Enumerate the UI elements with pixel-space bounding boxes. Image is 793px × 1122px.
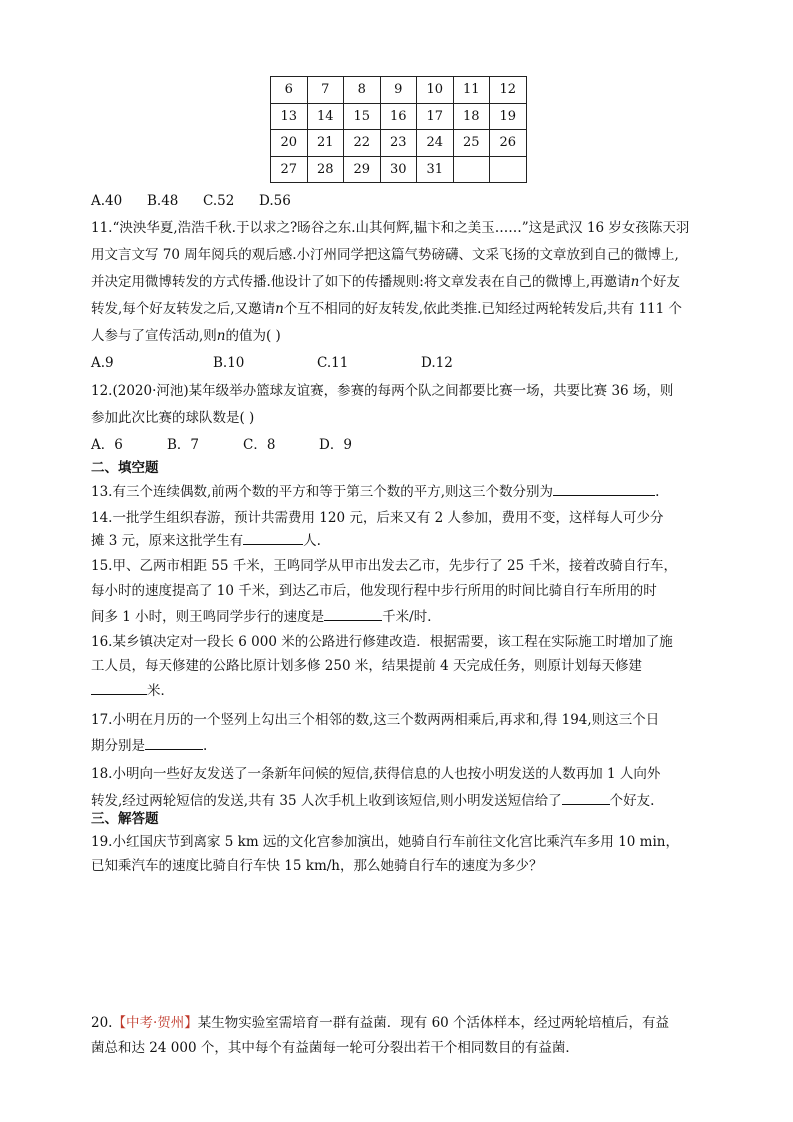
q10-option-c: C.52: [203, 193, 235, 209]
q16-line-2: 工人员，每天修建的公路比原计划多修 250 米，结果提前 4 天完成任务，则原计划每天修建: [91, 658, 643, 674]
calendar-cell: 11: [453, 77, 490, 104]
calendar-cell: 30: [380, 156, 417, 183]
calendar-cell: 28: [307, 156, 344, 183]
q12-line-1: 12.(2020·河池)某年级举办篮球友谊赛，参赛的每两个队之间都要比赛一场，共要比赛 36 场，则: [91, 383, 674, 399]
calendar-cell: 26: [490, 130, 527, 157]
q18-blank: [562, 790, 610, 805]
q11-line-5: 人参与了宣传活动,则n的值为( ): [91, 328, 281, 344]
q11-option-a: A.9: [91, 355, 114, 371]
q11-option-d: D.12: [421, 355, 453, 371]
calendar-table: [270, 76, 527, 183]
q19-line-1: 19.小红国庆节到离家 5 km 远的文化宫参加演出，她骑自行车前往文化宫比乘汽车多用 10 min，: [91, 834, 679, 850]
q10-options: [91, 191, 291, 211]
calendar-cell: 21: [307, 130, 344, 157]
calendar-cell: 25: [453, 130, 490, 157]
q15-line-1: 15.甲、乙两市相距 55 千米，王鸣同学从甲市出发去乙市，先步行了 25 千米，接着改骑自行车，: [91, 558, 677, 574]
calendar-cell: [490, 156, 527, 183]
calendar-cell: 15: [344, 103, 381, 130]
q11-line-4: 转发,每个好友转发之后,又邀请n个互不相同的好友转发,依此类推.已知经过两轮转发后,共有 111 个: [91, 301, 683, 317]
q12-option-d: D．9: [319, 437, 352, 453]
section-fill-in-heading: 二、填空题: [91, 460, 159, 476]
calendar-row: [271, 156, 527, 183]
q20-line-1: 20.【中考·贺州】某生物实验室需培育一群有益菌．现有 60 个活体样本，经过两轮培植后，有益: [91, 1015, 670, 1031]
calendar-cell: 8: [344, 77, 381, 104]
q13-blank: [553, 481, 655, 496]
calendar-cell: 24: [417, 130, 454, 157]
calendar-cell: 16: [380, 103, 417, 130]
q12-option-a: A．6: [91, 437, 123, 453]
q10-option-d: D.56: [259, 193, 291, 209]
q11-option-c: C.11: [317, 355, 349, 371]
q16-line-3: 米．: [91, 680, 174, 701]
calendar-cell: 22: [344, 130, 381, 157]
q12-line-2: 参加此次比赛的球队数是( ): [91, 410, 255, 426]
q13-line: 13.有三个连续偶数,前两个数的平方和等于第三个数的平方,则这三个数分别为 .: [91, 481, 659, 502]
q18-line-2: 转发,经过两轮短信的发送,共有 35 人次手机上收到该短信,则小明发送短信给了 个好友.: [91, 790, 654, 811]
q17-line-2: 期分别是 .: [91, 735, 207, 756]
q11-options: [91, 353, 453, 373]
calendar-cell: 18: [453, 103, 490, 130]
q11-line-1: 11.“泱泱华夏,浩浩千秋.于以求之?旸谷之东.山其何辉,韫卞和之美玉……”这是武汉 16 岁女孩陈天羽: [91, 220, 690, 236]
q19-line-2: 已知乘汽车的速度比骑自行车快 15 km/h，那么她骑自行车的速度为多少？: [91, 858, 543, 874]
q11-option-b: B.10: [213, 355, 245, 371]
q16-line-1: 16.某乡镇决定对一段长 6 000 米的公路进行修建改造．根据需要，该工程在实际施工时增加了施: [91, 634, 673, 650]
calendar-cell: 29: [344, 156, 381, 183]
q14-line-2: 摊 3 元，原来这批学生有 人.: [91, 530, 321, 551]
calendar-cell: 6: [271, 77, 308, 104]
calendar-cell: 19: [490, 103, 527, 130]
calendar-cell: 12: [490, 77, 527, 104]
calendar-row: [271, 103, 527, 130]
q20-source-tag: 【中考·贺州】: [112, 1015, 198, 1031]
q15-line-2: 每小时的速度提高了 10 千米，到达乙市后，他发现行程中步行所用的时间比骑自行车所用的时: [91, 583, 657, 599]
q15-line-3: 间多 1 小时，则王鸣同学步行的速度是 千米/时．: [91, 606, 441, 627]
q11-line-2: 用文言文写 70 周年阅兵的观后感.小汀州同学把这篇气势磅礴、文采飞扬的文章放到自己的微博上,: [91, 247, 679, 263]
calendar-cell: 20: [271, 130, 308, 157]
q10-option-b: B.48: [147, 193, 179, 209]
q16-blank: [91, 680, 147, 695]
calendar-cell: 17: [417, 103, 454, 130]
calendar-cell: 23: [380, 130, 417, 157]
q12-option-c: C．8: [243, 437, 276, 453]
q17-line-1: 17.小明在月历的一个竖列上勾出三个相邻的数,这三个数两两相乘后,再求和,得 194,则这三个日: [91, 712, 660, 728]
section-answer-heading: 三、解答题: [91, 811, 159, 827]
q12-option-b: B．7: [167, 437, 200, 453]
calendar-cell: 10: [417, 77, 454, 104]
q15-blank: [324, 606, 382, 621]
calendar-cell: 27: [271, 156, 308, 183]
q14-blank: [243, 530, 303, 545]
calendar-row: [271, 130, 527, 157]
q20-line-2: 菌总和达 24 000 个，其中每个有益菌每一轮可分裂出若干个相同数目的有益菌．: [91, 1040, 579, 1056]
q12-options: [91, 435, 352, 455]
q17-blank: [145, 735, 203, 750]
calendar-cell: 14: [307, 103, 344, 130]
q18-line-1: 18.小明向一些好友发送了一条新年问候的短信,获得信息的人也按小明发送的人数再加 1 人向外: [91, 766, 661, 782]
q11-line-3: 并决定用微博转发的方式传播.他设计了如下的传播规则:将文章发表在自己的微博上,再邀请n个好友: [91, 274, 680, 290]
calendar-cell: 13: [271, 103, 308, 130]
calendar-cell: 9: [380, 77, 417, 104]
q14-line-1: 14.一批学生组织春游，预计共需费用 120 元，后来又有 2 人参加，费用不变，这样每人可少分: [91, 510, 664, 526]
calendar-cell: 7: [307, 77, 344, 104]
calendar-cell: [453, 156, 490, 183]
calendar-cell: 31: [417, 156, 454, 183]
q10-option-a: A.40: [91, 193, 123, 209]
calendar-row: [271, 77, 527, 104]
